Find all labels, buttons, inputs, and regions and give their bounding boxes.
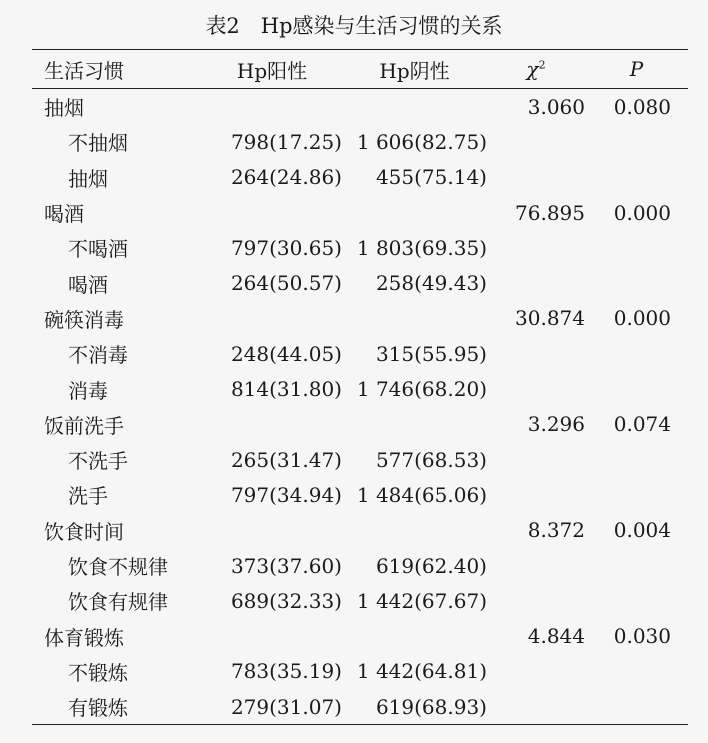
hp-positive-cell (202, 301, 342, 336)
chi-square-cell (487, 371, 585, 406)
p-value-cell (585, 548, 688, 583)
header-hp-negative: Hp阴性 (342, 50, 487, 89)
header-habit: 生活习惯 (32, 50, 202, 89)
chi-square-cell: 76.895 (515, 200, 585, 225)
p-value-cell (585, 124, 688, 159)
row-label: 碗筷消毒 (44, 307, 124, 332)
subgroup-row (32, 442, 688, 477)
category-row (32, 301, 688, 336)
subgroup-row (32, 336, 688, 371)
chi-square-cell (487, 583, 585, 618)
p-value-cell (585, 583, 688, 618)
subgroup-row (32, 230, 688, 265)
row-label: 饭前洗手 (44, 413, 124, 438)
chi-square-cell (487, 230, 585, 265)
hp-negative-cell: 1 442(67.67) (356, 588, 487, 613)
header-row (32, 50, 688, 89)
hp-positive-cell: 798(17.25) (230, 129, 342, 154)
category-row (32, 195, 688, 230)
subgroup-row (32, 371, 688, 406)
p-value-cell: 0.074 (613, 412, 671, 437)
hp-positive-cell: 248(44.05) (230, 341, 342, 366)
hp-negative-cell: 315(55.95) (375, 341, 487, 366)
p-value-cell: 0.080 (613, 94, 671, 119)
chi-square-cell (487, 442, 585, 477)
chi-superscript: 2 (538, 58, 546, 72)
p-value-cell (585, 230, 688, 265)
row-label: 饮食不规律 (68, 555, 168, 579)
subgroup-row (32, 477, 688, 512)
hp-positive-cell (202, 407, 342, 442)
row-label: 洗手 (68, 484, 108, 509)
table-title: 表2 Hp感染与生活习惯的关系 (205, 14, 503, 38)
category-row (32, 513, 688, 548)
hp-positive-cell: 279(31.07) (202, 689, 342, 725)
hp-negative-cell (342, 618, 487, 653)
p-value-cell (585, 265, 688, 300)
p-value-cell (585, 160, 688, 195)
hp-positive-cell (202, 618, 342, 653)
row-label: 不洗手 (68, 449, 128, 474)
chi-square-cell (487, 548, 585, 583)
p-value-cell (585, 654, 688, 689)
hp-positive-cell: 797(30.65) (230, 235, 342, 260)
row-label: 喝酒 (44, 202, 84, 227)
p-value-cell (585, 442, 688, 477)
hp-negative-cell: 1 803(69.35) (356, 235, 487, 260)
row-label: 饮食有规律 (68, 590, 168, 615)
chi-square-cell (487, 124, 585, 159)
chi-square-cell (487, 160, 585, 195)
chi-square-cell: 3.060 (527, 94, 585, 119)
p-value-cell (585, 477, 688, 512)
hp-positive-cell: 264(50.57) (230, 271, 342, 296)
header-chi-square (487, 50, 585, 89)
chi-square-cell: 4.844 (527, 624, 585, 649)
chi-square-cell: 30.874 (515, 306, 585, 331)
row-label: 抽烟 (68, 166, 108, 191)
row-label: 消毒 (68, 378, 108, 403)
subgroup-row (32, 654, 688, 689)
subgroup-row (32, 548, 688, 583)
p-value-cell: 0.030 (613, 624, 671, 649)
hp-negative-cell: 1 484(65.06) (356, 482, 487, 507)
hp-negative-cell: 1 442(64.81) (356, 659, 487, 684)
hp-negative-cell: 619(68.93) (342, 689, 487, 725)
chi-square-cell: 8.372 (527, 518, 585, 543)
hp-positive-cell: 814(31.80) (230, 377, 342, 402)
hp-positive-cell: 783(35.19) (230, 659, 342, 684)
chi-square-cell (487, 654, 585, 689)
hp-negative-cell: 1 746(68.20) (356, 377, 487, 402)
p-value-cell: 0.000 (613, 306, 671, 331)
header-p-value: P (585, 50, 688, 89)
hp-positive-cell: 264(24.86) (230, 165, 342, 190)
header-hp-positive: Hp阳性 (202, 50, 342, 89)
hp-negative-cell: 619(62.40) (375, 553, 487, 578)
hp-negative-cell: 455(75.14) (375, 165, 487, 190)
hp-positive-cell (202, 513, 342, 548)
hp-positive-cell: 797(34.94) (230, 482, 342, 507)
chi-square-cell (487, 336, 585, 371)
chi-square-cell (487, 689, 585, 725)
chi-square-cell: 3.296 (527, 412, 585, 437)
row-label: 不锻炼 (68, 660, 128, 685)
row-label: 体育锻炼 (44, 625, 124, 650)
p-value-cell (585, 371, 688, 406)
row-label: 抽烟 (44, 96, 84, 121)
subgroup-row (32, 124, 688, 159)
p-value-cell (585, 689, 688, 725)
category-row (32, 618, 688, 653)
row-label: 不抽烟 (68, 131, 128, 156)
subgroup-row (32, 583, 688, 618)
hp-negative-cell (342, 301, 487, 336)
subgroup-row (32, 160, 688, 195)
hp-positive-cell: 265(31.47) (230, 447, 342, 472)
chi-symbol: χ (526, 57, 539, 81)
category-row (32, 89, 688, 125)
subgroup-row (32, 689, 688, 725)
category-row (32, 407, 688, 442)
hp-negative-cell: 1 606(82.75) (356, 129, 487, 154)
chi-square-cell (487, 477, 585, 512)
hp-negative-cell (342, 89, 487, 125)
row-label: 有锻炼 (32, 689, 202, 725)
hp-positive-cell (202, 89, 342, 125)
chi-square-cell (487, 265, 585, 300)
p-value-cell (585, 336, 688, 371)
hp-negative-cell (342, 513, 487, 548)
p-value-cell: 0.004 (613, 518, 671, 543)
hp-positive-cell: 373(37.60) (230, 553, 342, 578)
row-label: 饮食时间 (44, 519, 124, 544)
habits-table (32, 49, 688, 725)
hp-negative-cell (342, 195, 487, 230)
hp-positive-cell: 689(32.33) (230, 588, 342, 613)
row-label: 不消毒 (68, 343, 128, 368)
row-label: 不喝酒 (68, 237, 128, 262)
subgroup-row (32, 265, 688, 300)
hp-negative-cell: 577(68.53) (375, 447, 487, 472)
hp-negative-cell (342, 407, 487, 442)
hp-negative-cell: 258(49.43) (375, 271, 487, 296)
row-label: 喝酒 (68, 272, 108, 297)
hp-positive-cell (202, 195, 342, 230)
p-value-cell: 0.000 (613, 200, 671, 225)
